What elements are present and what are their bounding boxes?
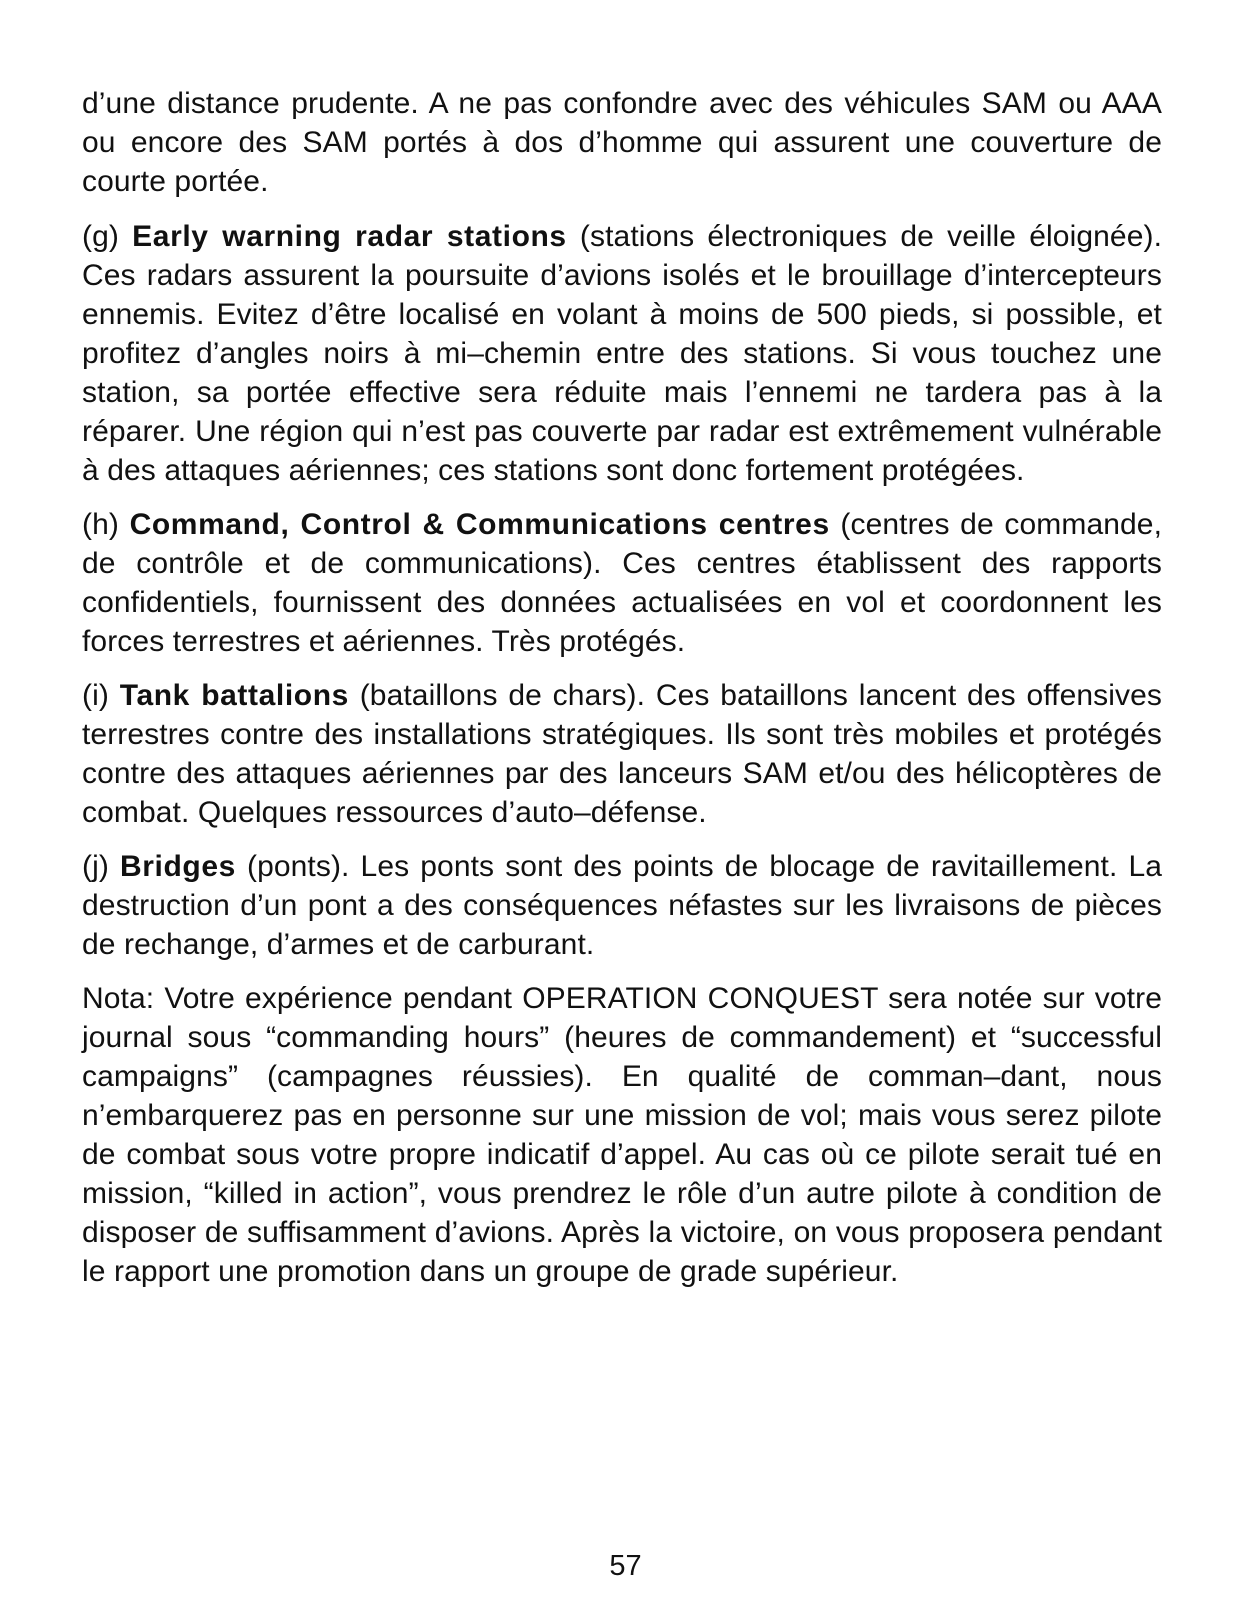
paragraph-nota <box>82 979 1162 1291</box>
item-label-i: (i) <box>82 679 109 712</box>
term-command-control-communications-centres: Command, Control & Communications centres <box>129 508 830 541</box>
page-number: 57 <box>609 1550 642 1582</box>
term-bridges: Bridges <box>120 850 236 883</box>
term-tank-battalions: Tank battalions <box>119 679 349 712</box>
paragraph-h-text: (centres de commande, de contrôle et de communications). Ces centres établissent des rapports confidentiels, fournissent des données actualisées en vol et coordonnent les forces terrestres et aériennes. Très protégés. <box>82 508 1163 658</box>
paragraph-i <box>82 676 1162 832</box>
item-label-j: (j) <box>82 850 109 883</box>
item-label-g: (g) <box>82 220 119 253</box>
paragraph-i-text: (bataillons de chars). Ces bataillons lancent des offensives terrestres contre des installations stratégiques. Ils sont très mobiles et protégés contre des attaques aériennes par des lanceurs SAM et/ou des hélicoptères de combat. Quelques ressources d’auto–défense. <box>82 679 1163 829</box>
paragraph-nota-text: Nota: Votre expérience pendant OPERATION CONQUEST sera notée sur votre journal sous “commanding hours” (heures de commandement) et “successful campaigns” (campagnes réussies). En qualité de comman–dant, nous n’embarquerez pas en personne sur une mission de vol; mais vous serez pilote de combat sous votre propre indicatif d’appel. Au cas où ce pilote serait tué en mission, “killed in action”, vous prendrez le rôle d’un autre pilote à condition de disposer de suffisamment d’avions. Après la victoire, on vous proposera pendant le rapport une promotion dans un groupe de grade supérieur. <box>82 982 1162 1288</box>
paragraph-j <box>82 847 1162 964</box>
page-body <box>82 84 1162 1306</box>
paragraph-intro-text: d’une distance prudente. A ne pas confondre avec des véhicules SAM ou AAA ou encore des SAM portés à dos d’homme qui assurent une couverture de courte portée. <box>82 87 1162 198</box>
paragraph-g-text: (stations électroniques de veille éloignée). Ces radars assurent la poursuite d’avions isolés et le brouillage d’intercepteurs ennemis. Evitez d’être localisé en volant à moins de 500 pieds, si possible, et profitez d’angles noirs à mi–chemin entre des stations. Si vous touchez une station, sa portée effective sera réduite mais l’ennemi ne tardera pas à la réparer. Une région qui n’est pas couverte par radar est extrêmement vulnérable à des attaques aériennes; ces stations sont donc fortement protégées. <box>82 220 1163 487</box>
item-label-h: (h) <box>82 508 119 541</box>
paragraph-g <box>82 217 1162 490</box>
paragraph-h <box>82 505 1162 661</box>
paragraph-j-text: (ponts). Les ponts sont des points de blocage de ravitaillement. La destruction d’un pont a des conséquences néfastes sur les livraisons de pièces de rechange, d’armes et de carburant. <box>82 850 1163 961</box>
term-early-warning-radar-stations: Early warning radar stations <box>132 220 567 253</box>
paragraph-intro <box>82 84 1162 201</box>
